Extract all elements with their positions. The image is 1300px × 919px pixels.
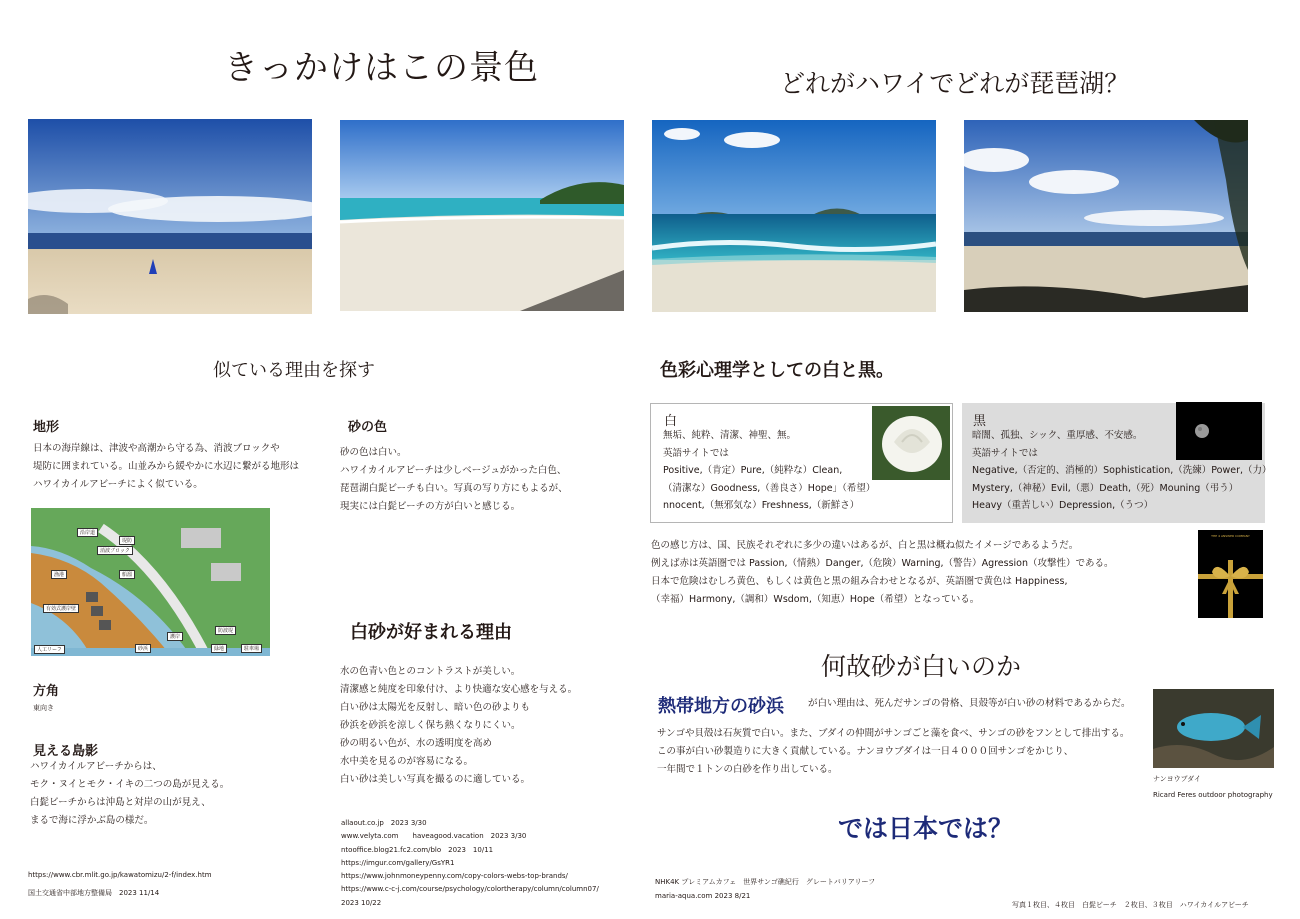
fish-caption-credit: Ricard Feres outdoor photography xyxy=(1153,791,1273,799)
islands-heading: 見える島影 xyxy=(33,744,99,759)
terrain-heading: 地形 xyxy=(33,420,60,435)
prefer-white-text: 水の色青い色とのコントラストが美しい。 清潔感と純度を印象付け、より快適な安心感を与える。 白い砂は太陽光を反射し、暗い色の砂よりも 砂浜を砂浜を涼しく保ち熱くなりにくい。 砂の明るい色が、水の透明度を高め 水中美を見るのが容易になる。 白い砂は美しい写真を撮るのに適している。 xyxy=(340,666,578,785)
heading-prefer-white: 白砂が好まれる理由 xyxy=(350,622,512,643)
color-feeling-text: 色の感じ方は、国、民族それぞれに多少の違いはあるが、白と黒は概ね似たイメージであるようだ。 例えば赤は英語圏では Passion,（情熱）Danger,（危険）Warning,（警告）Agression（攻撃性）である。 日本で危険はむしろ黄色、もしくは黄色と黒の組み合わせとなるが、英語圏で黄色は Happiness, （幸福）Harmony,（調和）Wsdom,（知恵）Hope（希望）となっている。 xyxy=(651,540,1114,605)
gold-ribbon-book-image xyxy=(1198,530,1263,618)
map-label: 消波ブロック xyxy=(97,546,133,555)
parrotfish-photo xyxy=(1153,689,1274,768)
beach-photo-4 xyxy=(964,120,1248,312)
tropical-intro: が白い理由は、死んだサンゴの骨格、貝殻等が白い砂の材料であるからだ。 xyxy=(808,698,1131,709)
title-right: どれがハワイでどれが琵琶湖？ xyxy=(780,69,1130,98)
white-box-heading: 白 xyxy=(664,414,678,429)
white-box-text: 無垢、純粋、清潔、神聖、無。 英語サイトでは Positive,（肯定）Pure,（純粋な）Clean, （清潔な）Goodness,（善良さ）Hope」（希望） nnocent,（無邪気な）Freshness,（新鮮さ） xyxy=(663,430,876,511)
map-label: 船溜 xyxy=(119,570,135,579)
coast-map-illustration xyxy=(31,508,270,656)
map-label: 護岸 xyxy=(167,632,183,641)
tropical-text: サンゴや貝殻は石灰質で白い。また、ブダイの仲間がサンゴごと藻を食べ、サンゴの砂をフンとして排出する。 この事が白い砂製造りに大きく貢献している。ナンヨウブダイは一日４０００回サンゴをかじり、 一年間で１トンの白砂を作り出している。 xyxy=(657,728,1130,775)
map-label: 人工リーフ xyxy=(34,645,65,654)
beach-photo-1 xyxy=(28,119,312,314)
sand-color-text: 砂の色は白い。 ハワイカイルアビーチは少しベージュがかった白色、 琵琶湖白髭ビーチも白い。写真の写り方にもよるが、 現実には白髭ビーチの方が白いと感じる。 xyxy=(340,447,568,512)
beach-photo-2 xyxy=(340,120,624,311)
heading-similar: 似ている理由を探す xyxy=(213,360,375,381)
sources-left: https://www.cbr.mlit.go.jp/kawatomizu/2-f/index.htm 国土交通省中部地方整備局 2023 11/14 xyxy=(28,871,212,897)
map-label: 緑地 xyxy=(211,644,227,653)
map-label: 防波堤 xyxy=(215,626,236,635)
map-label: 有効式護岸壁 xyxy=(43,604,79,613)
photo-note: 写真１枚目、４枚目 白髭ビーチ ２枚目、３枚目 ハワイカイルアビーチ xyxy=(1012,901,1249,909)
sources-right: NHK4K プレミアムカフェ 世界サンゴ礁紀行 グレートバリアリーフ maria-aqua.com 2023 8/21 xyxy=(655,878,876,900)
heading-tropical: 熱帯地方の砂浜 xyxy=(658,696,784,717)
heading-why-white: 何故砂が白いのか xyxy=(821,652,1022,681)
title-left: きっかけはこの景色 xyxy=(224,48,539,88)
white-rose-photo xyxy=(872,406,950,480)
black-box-heading: 黒 xyxy=(973,414,987,429)
moon-photo xyxy=(1176,402,1262,460)
map-label: 駐車場 xyxy=(241,644,262,653)
map-label: 堤防 xyxy=(119,536,135,545)
heading-japan: では日本では？ xyxy=(838,814,1014,843)
map-label: 漁港 xyxy=(51,570,67,579)
map-label: 砂浜 xyxy=(135,644,151,653)
black-box-text: 暗闇、孤独、シック、重厚感、不安感。 英語サイトでは Negative,（否定的、消極的）Sophistication,（洗練）Power,（力） Mystery,（神秘）Evil,（悪）Death,（死）Mouning（弔う） Heavy（重苦しい）Depression,（うつ） xyxy=(972,430,1272,511)
beach-photo-3 xyxy=(652,120,936,312)
fish-caption-name: ナンヨウブダイ xyxy=(1153,775,1202,783)
direction-heading: 方角 xyxy=(33,684,60,699)
direction-value: 東向き xyxy=(33,704,54,712)
terrain-text: 日本の海岸線は、津波や高潮から守る為、消波ブロックや 堤防に囲まれている。山並みから緩やかに水辺に繋がる地形は ハワイカイルアビーチによく似ている。 xyxy=(33,443,300,490)
map-label: 沿岸道 xyxy=(77,528,98,537)
heading-color-psych: 色彩心理学としての白と黒。 xyxy=(660,360,894,381)
islands-text: ハワイカイルアビーチからは、 モク・ヌイとモク・イキの二つの島が見える。 白髭ビーチからは沖島と対岸の山が見え、 まるで海に浮かぶ島の様だ。 xyxy=(30,761,230,826)
book-cover-text: THE 4 ANSWER COMPANY xyxy=(1211,534,1250,538)
sand-color-heading: 砂の色 xyxy=(348,420,388,435)
sources-middle: allaout.co.jp 2023 3/30 www.velyta.com haveagood.vacation 2023 3/30 ntooffice.blog21.fc2.com/blo 2023 10/11 https://imgur.com/gallery/GsYR1 https://www.johnmoneypenny.com/copy-colors-webs-top-brands/ https://www.c-c-j.com/course/psychology/colortherapy/column/column07/ 2023 10/22 xyxy=(341,819,599,907)
